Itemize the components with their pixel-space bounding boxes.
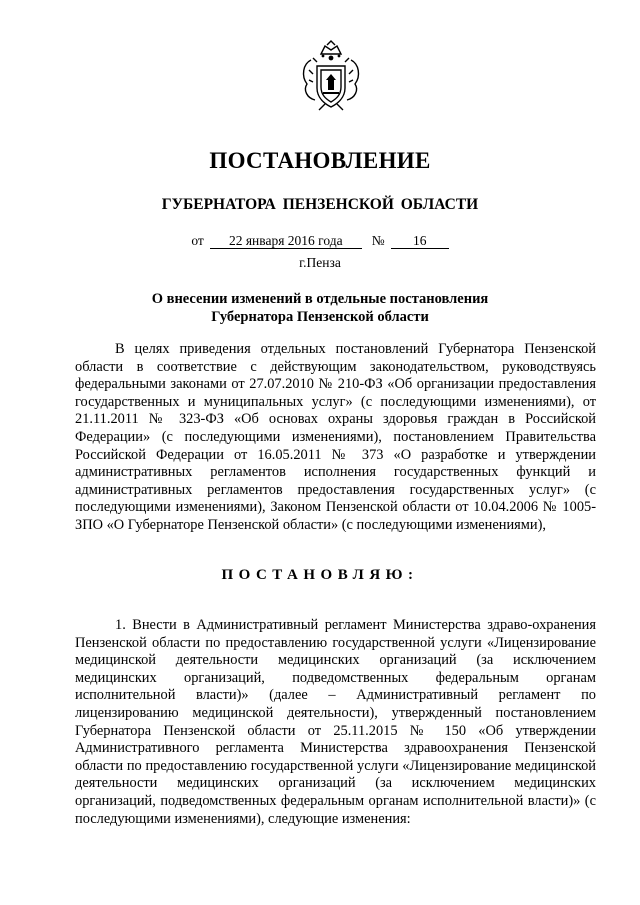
document-title: ПОСТАНОВЛЕНИЕ xyxy=(209,148,431,173)
document-date: 22 января 2016 года xyxy=(210,234,362,249)
preamble-paragraph: В целях приведения отдельных постановлений Губернатора Пензенской области в соответствие с действующим законодательством, руководствуясь федеральными законами от 27.07.2010 № 210-ФЗ «Об организации предоставления государственных и муниципальных услуг» (с последующими изменениями), от 21.11.2011 № 323-ФЗ «Об основах охраны здоровья граждан в Российской Федерации» (с последующими изменениями), постановлением Правительства Российской Федерации от 16.05.2011 № 373 «О разработке и утверждении административных регламентов исполнения государственных функций и административных регламентов предоставления государственных услуг» (с последующими изменениями), Законом Пензенской области от 10.04.2006 № 1005-ЗПО «О Губернаторе Пензенской области» (с последующими изменениями), xyxy=(75,341,596,533)
item-1-paragraph: 1. Внести в Административный регламент Министерства здраво-охранения Пензенской области по предоставлению государственной услуги «Лицензирование медицинской деятельности медицинских организаций (за исключением медицинских организаций, подведомственных федеральным органам исполнительной власти)» (далее – Административный регламент по лицензированию медицинской деятельности), утвержденный постановлением Губернатора Пензенской области от 25.11.2015 № 150 «Об утверждении Административного регламента Министерства здравоохранения Пензенской области по предоставлению государственной услуги «Лицензирование медицинской деятельности медицинских организаций (за исключением медицинских организаций, подведомственных федеральным органам исполнительной власти)» (с последующими изменениями), следующие изменения: xyxy=(75,617,596,827)
document-heading xyxy=(0,290,640,326)
coat-of-arms-icon xyxy=(299,40,363,112)
document-issuer: ГУБЕРНАТОРА ПЕНЗЕНСКОЙ ОБЛАСТИ xyxy=(161,196,479,213)
number-label: № xyxy=(371,233,385,248)
resolve-heading: ПОСТАНОВЛЯЮ: xyxy=(221,567,419,583)
document-city: г.Пенза xyxy=(299,255,341,270)
date-prefix: от xyxy=(191,233,204,248)
heading-line-2: Губернатора Пензенской области xyxy=(211,309,429,325)
heading-line-1: О внесении изменений в отдельные постановления xyxy=(151,291,489,307)
date-line xyxy=(0,233,640,249)
document-number: 16 xyxy=(391,234,449,249)
